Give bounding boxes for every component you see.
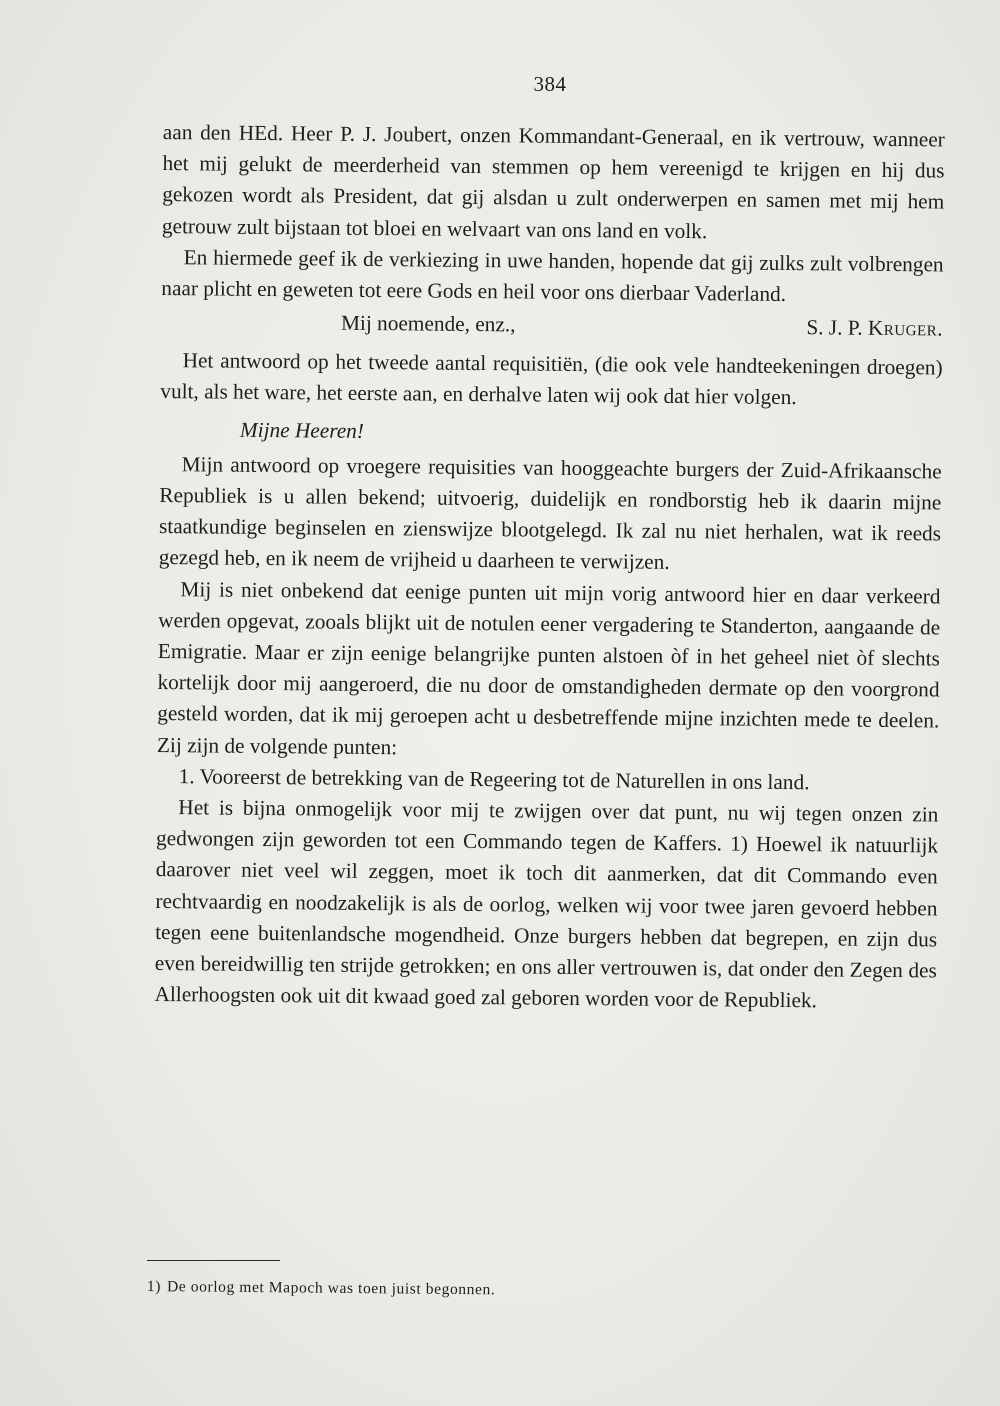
footnote-mark: 1) [146, 1278, 162, 1296]
signature-closing: Mij noemende, enz., [340, 310, 516, 337]
signature-initials: S. J. P. [806, 315, 863, 340]
paragraph-continuation: aan den HEd. Heer P. J. Joubert, onzen Kommandant-Generaal, en ik vertrouw, wanneer het mij gelukt de meerderheid van stemmen op hem vereenigd te krijgen en hij dus gekozen wordt als President, dat gij alsdan u zult onderwerpen en samen met mij hem getrouw zult bijstaan tot bloei en welvaart van ons land en volk. [161, 119, 945, 243]
body-paragraph: Het is bijna onmogelijk voor mij te zwijgen over dat punt, nu wij tegen onzen zin gedwongen zijn geworden tot een Commando tegen de Kaffers. 1) Hoewel ik natuurlijk daarover niet veel wil zeggen, moet ik toch dit aanmerken, dat dit Commando even rechtvaardig en noodzakelijk is als de oorlog, welken wij voor twee jaren gevoerd hebben tegen eene buitenlandsche mogendheid. Onze burgers hebben dat begrepen, en zijn dus even bereidwillig ten strijde getrokken; en ons aller vertrouwen is, dat onder den Zegen des Allerhoogsten ook uit dit kwaad goed zal geboren worden voor de Republiek. [154, 795, 939, 1013]
signature-surname: Kruger. [867, 315, 944, 341]
intro-paragraph: Het antwoord op het tweede aantal requisitiën, (die ook vele handteekeningen droegen) vult, als het ware, het eerste aan, en derhalve laten wij ook dat hier volgen. [160, 348, 943, 410]
main-text [154, 117, 945, 1018]
body-paragraph: Mijn antwoord op vroegere requisities van hooggeachte burgers der Zuid-Afrikaansche Republiek is u allen bekend; uitvoerig, duidelijk en rondborstig heb ik daarin mijne staatkundige beginselen en zienswijze blootgelegd. Ik zal nu niet herhalen, wat ik reeds gezegd heb, en ik neem de vrijheid u daarheen te verwijzen. [158, 452, 942, 575]
signature-name [806, 312, 943, 345]
footnote-text: De oorlog met Mapoch was toen juist begonnen. [166, 1278, 496, 1299]
salutation: Mijne Heeren! [239, 417, 365, 443]
body-paragraph: Mij is niet onbekend dat eenige punten uit mijn vorig antwoord hier en daar verkeerd werden opgevat, zooals blijkt uit de notulen eener vergadering te Standerton, aangaande de Emigratie. Maar er zijn eenige belangrijke punten alstoen òf in het geheel niet òf slechts kortelijk door mij aangeroerd, die nu door de omstandigheden dermate op den voorgrond gesteld worden, dat ik mij geroepen acht u desbetreffende mijne inzichten mede te deelen. Zij zijn de volgende punten: [156, 576, 941, 759]
body-paragraph-point-1: 1. Vooreerst de betrekking van de Regeering tot de Naturellen in ons land. [178, 764, 810, 795]
page-number: 384 [533, 72, 567, 96]
footnote-divider [147, 1260, 280, 1261]
footnote [147, 1278, 496, 1299]
paragraph-closing: En hiermede geef ik de verkiezing in uwe handen, hopende dat gij zulks zult volbrengen naar plicht en geweten tot eere Gods en heil voor ons dierbaar Vaderland. [161, 245, 944, 307]
